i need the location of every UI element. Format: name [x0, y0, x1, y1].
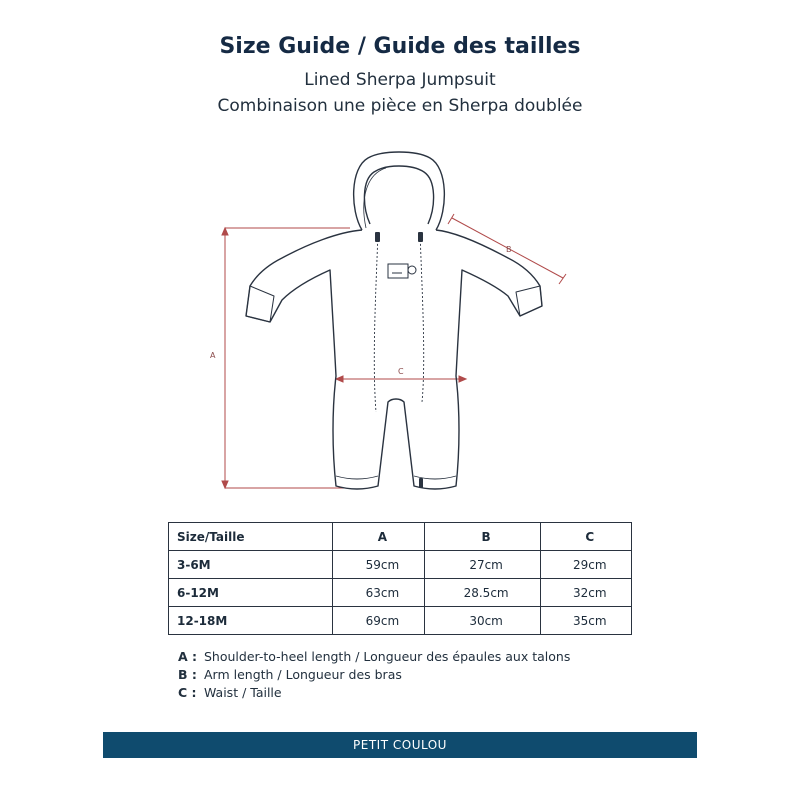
legend-key: A :: [178, 649, 198, 664]
legend-text: Shoulder-to-heel length / Longueur des épaules aux talons: [203, 649, 571, 664]
legend-item: [178, 684, 570, 702]
brand-footer: PETIT COULOU: [103, 732, 697, 758]
legend-item: [178, 648, 570, 666]
size-cell: 12-18M: [169, 607, 333, 635]
legend-text: Arm length / Longueur des bras: [203, 667, 402, 682]
size-cell: 6-12M: [169, 579, 333, 607]
header-size: Size/Taille: [169, 523, 333, 551]
product-name-en: Lined Sherpa Jumpsuit: [304, 70, 496, 90]
header-b: B: [424, 523, 540, 551]
size-cell: 3-6M: [169, 551, 333, 579]
legend-item: [178, 666, 570, 684]
value-c-cell: 29cm: [540, 551, 631, 579]
product-name-fr: Combinaison une pièce en Sherpa doublée: [217, 96, 583, 116]
value-a-cell: 63cm: [333, 579, 424, 607]
zipper-left: [374, 232, 378, 412]
value-a-cell: 59cm: [333, 551, 424, 579]
legend-key: C :: [178, 685, 197, 700]
legend-text: Waist / Taille: [203, 685, 282, 700]
value-b-cell: 28.5cm: [424, 579, 540, 607]
value-c-cell: 35cm: [540, 607, 631, 635]
table-row: [169, 551, 632, 579]
zipper-right: [420, 232, 424, 402]
table-header-row: [169, 523, 632, 551]
value-b-cell: 30cm: [424, 607, 540, 635]
table-row: [169, 579, 632, 607]
value-c-cell: 32cm: [540, 579, 631, 607]
measure-a-label: A: [210, 351, 216, 360]
jumpsuit-illustration: [190, 140, 590, 510]
value-b-cell: 27cm: [424, 551, 540, 579]
header-c: C: [540, 523, 631, 551]
header-a: A: [333, 523, 424, 551]
measurement-legend: [178, 648, 570, 702]
size-table: [168, 522, 632, 635]
label-tag: [388, 264, 408, 278]
measure-c-label: C: [398, 367, 404, 376]
legend-key: B :: [178, 667, 197, 682]
value-a-cell: 69cm: [333, 607, 424, 635]
table-row: [169, 607, 632, 635]
measure-b-label: B: [506, 245, 512, 254]
page-title: Size Guide / Guide des tailles: [219, 34, 581, 59]
